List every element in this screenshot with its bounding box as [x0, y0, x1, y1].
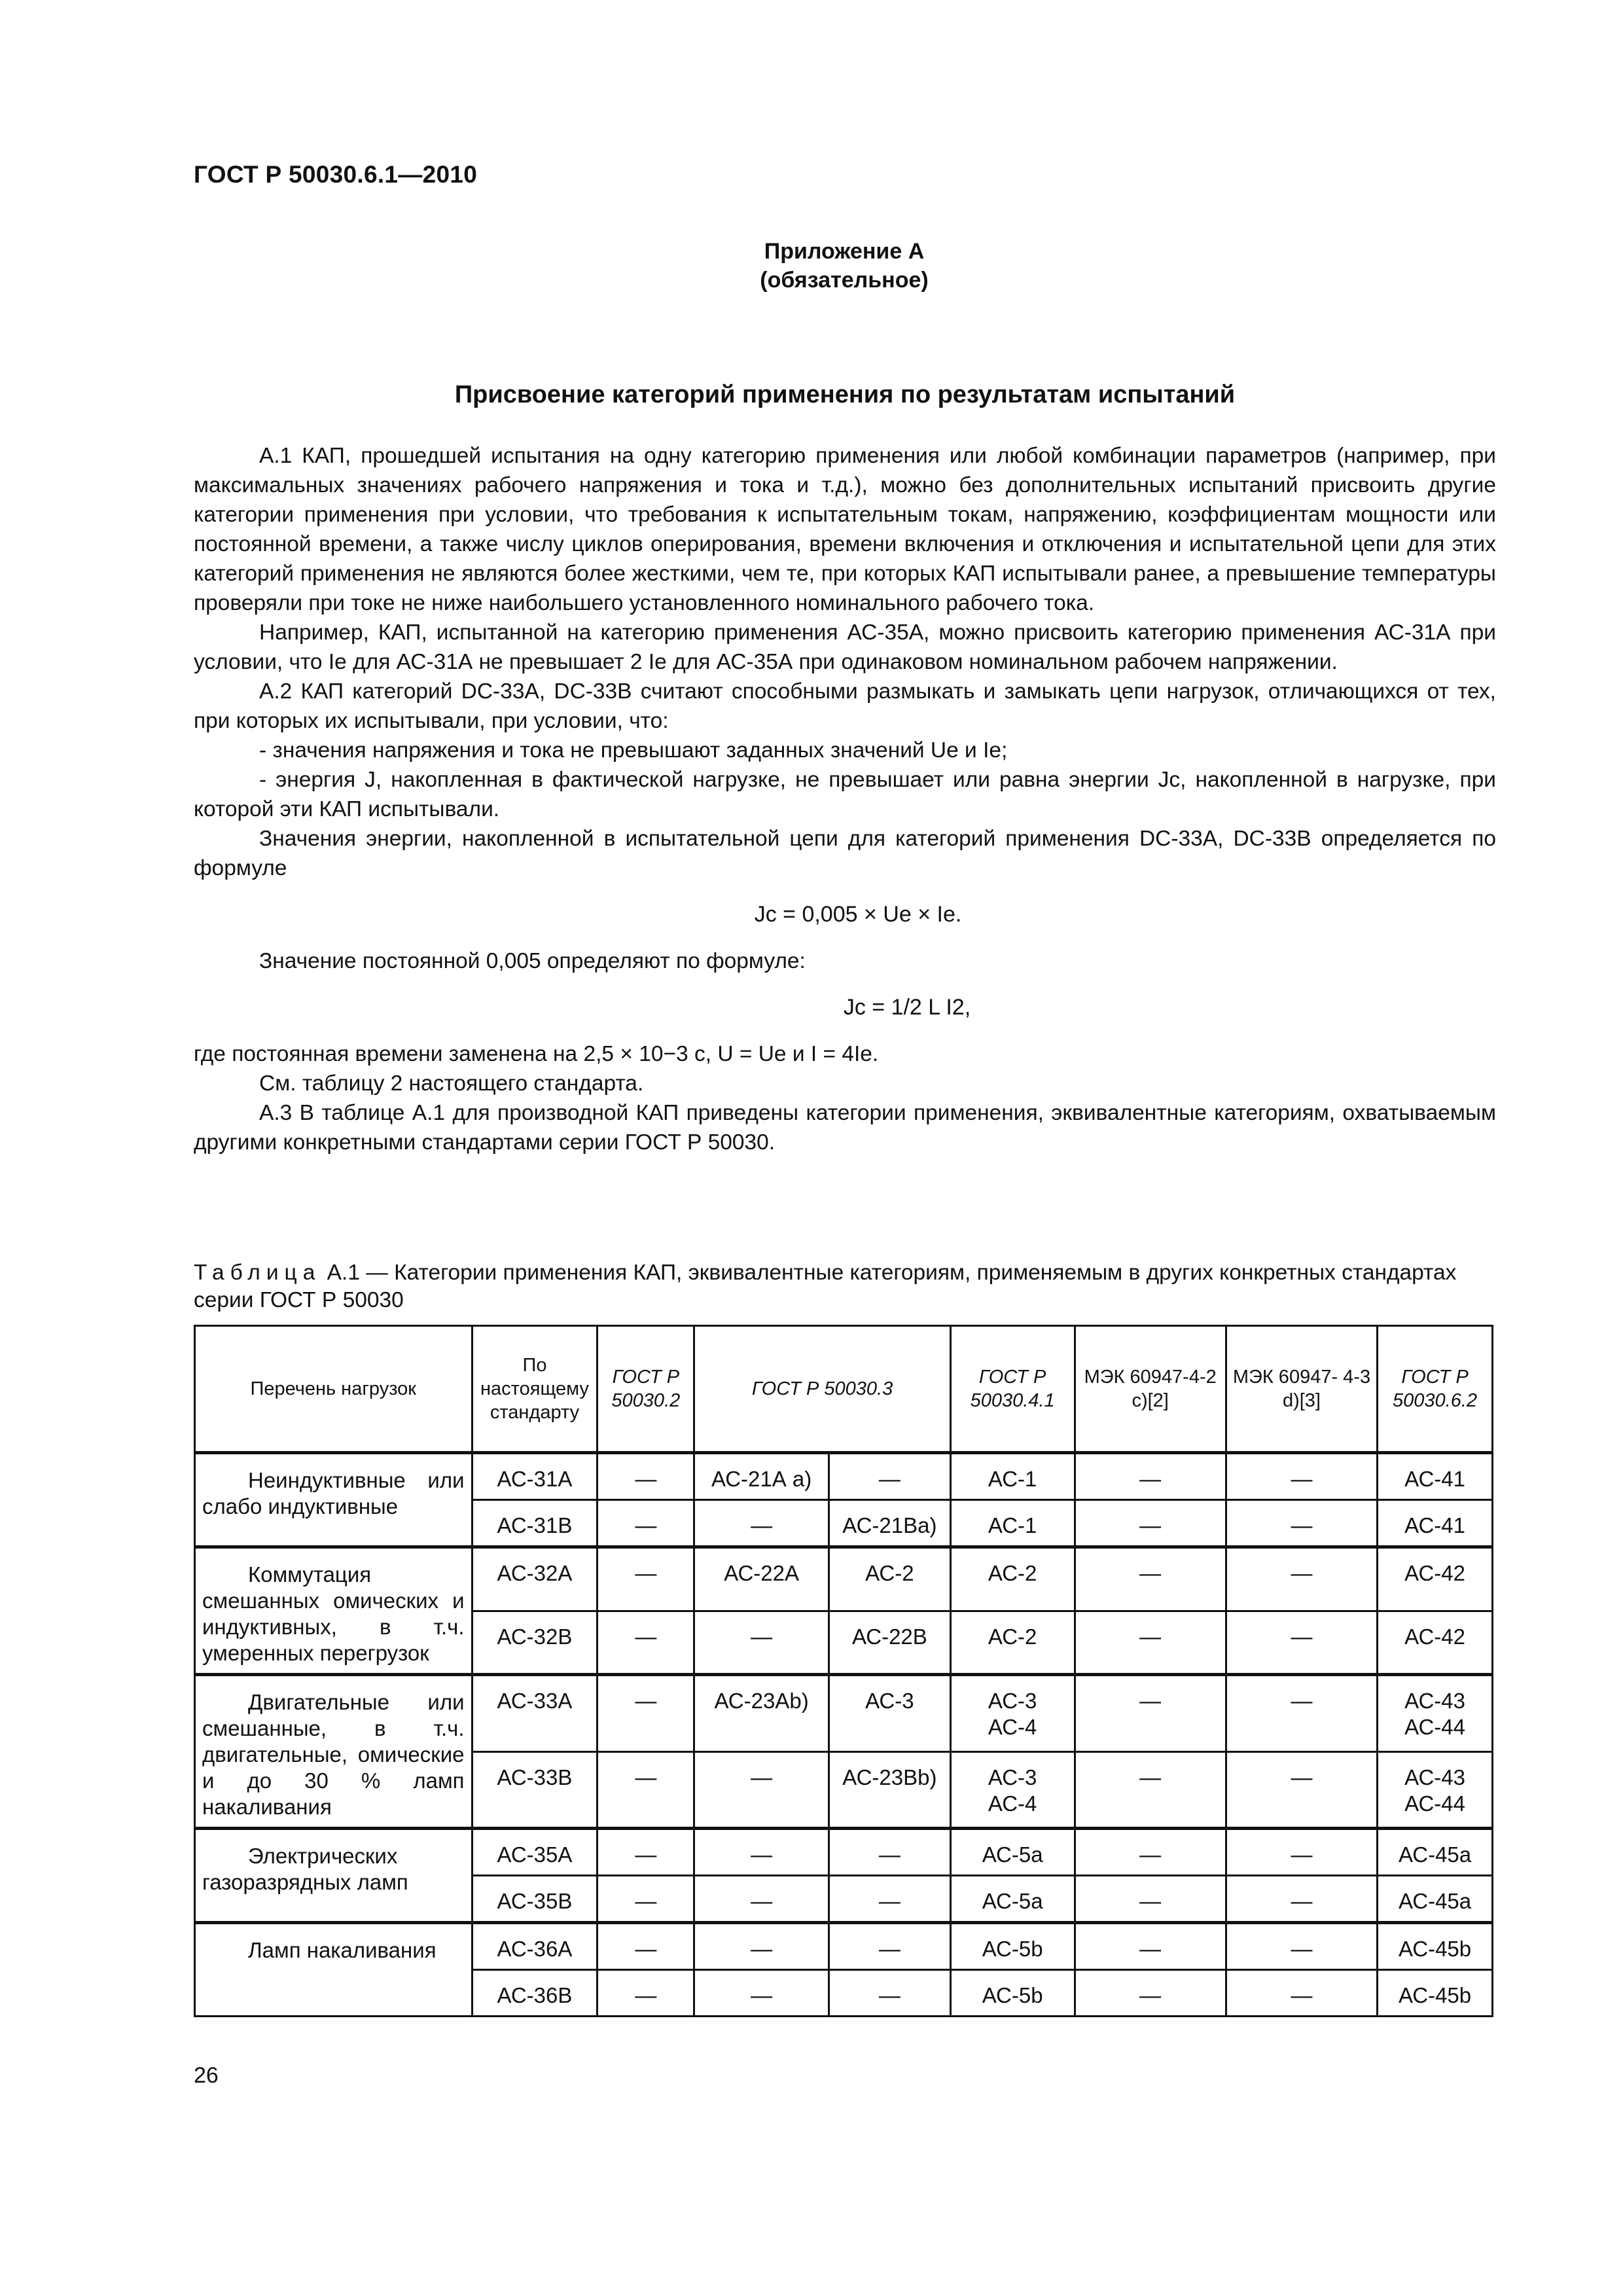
category-cell: — — [1226, 1829, 1377, 1876]
header-gost-50030-2: ГОСТ Р 50030.2 — [597, 1326, 694, 1453]
category-cell: АС-31В — [472, 1500, 597, 1547]
category-cell: АС-2 — [950, 1547, 1075, 1611]
category-cell: — — [1226, 1611, 1377, 1675]
paragraph-a3: А.3 В таблице А.1 для производной КАП приведены категории применения, эквивалентные категориям, охватываемым другими конкретными стандартами серии ГОСТ Р 50030. — [194, 1101, 1496, 1155]
category-cell: — — [597, 1547, 694, 1611]
category-cell: — — [694, 1923, 829, 1970]
load-type-cell: Двигательные или смешанные, в т.ч. двигательные, омические и до 30 % ламп накаливания — [195, 1675, 473, 1829]
category-cell: — — [1075, 1675, 1226, 1752]
category-cell: — — [1226, 1970, 1377, 2017]
table-caption-label: Таблица — [194, 1261, 321, 1285]
category-cell: — — [597, 1970, 694, 2017]
header-this-standard: По настоящему стандарту — [472, 1326, 597, 1453]
category-cell: АС-32А — [472, 1547, 597, 1611]
category-cell: АС-2 — [950, 1611, 1075, 1675]
formula-constant-text: Jс = 1/2 L I2, — [843, 995, 971, 1020]
paragraph-a2: А.2 КАП категорий DC-33A, DC-33B считают способными размыкать и замыкать цепи нагрузок, отличающихся от тех, при которых их испытывали, при условии, что: — [194, 679, 1496, 733]
section-title: Присвоение категорий применения по результатам испытаний — [454, 381, 1236, 408]
category-cell: — — [1075, 1547, 1226, 1611]
load-type-cell: Электрических газоразрядных ламп — [195, 1829, 473, 1923]
category-cell: — — [1075, 1829, 1226, 1876]
category-cell: АС-35В — [472, 1876, 597, 1923]
category-cell: АС-41 — [1378, 1500, 1493, 1547]
category-cell: АС-5а — [950, 1876, 1075, 1923]
category-cell: — — [597, 1611, 694, 1675]
category-cell: АС-22А — [694, 1547, 829, 1611]
table-row — [195, 1453, 1493, 1500]
category-cell: АС-33В — [472, 1751, 597, 1829]
category-cell: АС-5а — [950, 1829, 1075, 1876]
body-text — [194, 441, 1496, 1157]
formula-energy-text: Jс = 0,005 × Uе × Iе. — [754, 902, 962, 927]
category-cell: АС-3 АС-4 — [950, 1675, 1075, 1752]
page-number: 26 — [194, 2063, 219, 2088]
load-type-cell: Коммутация смешанных омических и индуктивных, в т.ч. умеренных перегрузок — [195, 1547, 473, 1675]
category-cell: АС-32В — [472, 1611, 597, 1675]
category-cell: — — [1075, 1500, 1226, 1547]
category-cell: — — [597, 1923, 694, 1970]
paragraph-energy-formula-intro: Значения энергии, накопленной в испытательной цепи для категорий применения DC-33A, DC-33B определяется по формуле — [194, 827, 1496, 880]
category-cell: — — [694, 1751, 829, 1829]
category-cell: АС-43 АС-44 — [1378, 1675, 1493, 1752]
list-item-voltage: - значения напряжения и тока не превышают заданных значений Uе и Iе; — [259, 738, 1008, 762]
category-cell: АС-21А а) — [694, 1453, 829, 1500]
category-cell: АС-3 АС-4 — [950, 1751, 1075, 1829]
category-cell: АС-1 — [950, 1453, 1075, 1500]
header-iec-60947-4-3: МЭК 60947- 4-3 d)[3] — [1226, 1326, 1377, 1453]
header-gost-50030-6-2: ГОСТ Р 50030.6.2 — [1378, 1326, 1493, 1453]
category-cell: АС-35А — [472, 1829, 597, 1876]
formula-constant — [194, 993, 1496, 1022]
category-cell: — — [1226, 1876, 1377, 1923]
category-cell: АС-23Вb) — [829, 1751, 950, 1829]
category-cell: — — [829, 1453, 950, 1500]
paragraph-time-constant: где постоянная времени заменена на 2,5 × 10−3 с, U = Uе и I = 4Iе. — [194, 1042, 879, 1066]
category-cell: АС-1 — [950, 1500, 1075, 1547]
category-cell: — — [1075, 1876, 1226, 1923]
annex-heading: Приложение А (обязательное) — [760, 239, 929, 293]
category-cell: АС-42 — [1378, 1547, 1493, 1611]
category-cell: — — [829, 1970, 950, 2017]
table-caption — [194, 1259, 1496, 1314]
category-cell: — — [597, 1675, 694, 1752]
document-id: ГОСТ Р 50030.6.1—2010 — [194, 161, 478, 188]
paragraph-a1: А.1 КАП, прошедшей испытания на одну категорию применения или любой комбинации параметров (например, при максимальных значениях рабочего напряжения и тока и т.д.), можно без дополнительных испытаний присвоить другие категории применения при условии, что требования к испытательным токам, напряжению, коэффициентам мощности или постоянной времени, а также числу циклов оперирования, времени включения и отключения и испытательной цепи для этих категорий применения не являются более жесткими, чем те, при которых КАП испытывали ранее, а превышение температуры проверяли при токе не ниже наибольшего установленного номинального рабочего тока. — [194, 444, 1496, 615]
category-cell: — — [694, 1611, 829, 1675]
category-cell: — — [1226, 1751, 1377, 1829]
category-cell: — — [694, 1829, 829, 1876]
header-load: Перечень нагрузок — [195, 1326, 473, 1453]
category-cell: АС-36В — [472, 1970, 597, 2017]
category-cell: — — [1226, 1675, 1377, 1752]
category-cell: АС-42 — [1378, 1611, 1493, 1675]
category-cell: АС-21Ва) — [829, 1500, 950, 1547]
category-cell: — — [829, 1923, 950, 1970]
category-cell: АС-41 — [1378, 1453, 1493, 1500]
category-cell: — — [1226, 1547, 1377, 1611]
load-type-cell: Ламп накаливания — [195, 1923, 473, 2017]
category-cell: АС-5b — [950, 1923, 1075, 1970]
table-row — [195, 1675, 1493, 1752]
header-gost-50030-3: ГОСТ Р 50030.3 — [694, 1326, 951, 1453]
category-cell: — — [597, 1876, 694, 1923]
table-row — [195, 1923, 1493, 1970]
category-cell: АС-2 — [829, 1547, 950, 1611]
load-type-cell: Неиндуктивные или слабо индуктивные — [195, 1453, 473, 1547]
category-cell: АС-43 АС-44 — [1378, 1751, 1493, 1829]
category-cell: — — [694, 1500, 829, 1547]
category-cell: АС-45b — [1378, 1923, 1493, 1970]
table-caption-text: А.1 — Категории применения КАП, эквивалентные категориям, применяемым в других конкретных стандартах серии ГОСТ Р 50030 — [194, 1261, 1457, 1312]
category-cell: АС-31А — [472, 1453, 597, 1500]
paragraph-see-table: См. таблицу 2 настоящего стандарта. — [259, 1071, 644, 1096]
category-cell: АС-33А — [472, 1675, 597, 1752]
category-cell: АС-36А — [472, 1923, 597, 1970]
categories-table — [194, 1325, 1493, 2017]
table-row — [195, 1829, 1493, 1876]
table-header-row — [195, 1326, 1493, 1453]
paragraph-example: Например, КАП, испытанной на категорию применения АС-35А, можно присвоить категорию применения АС-31А при условии, что Iе для АС-31А не превышает 2 Iе для АС-35А при одинаковом номинальном рабочем напряжении. — [194, 620, 1496, 674]
category-cell: — — [597, 1453, 694, 1500]
category-cell: — — [1075, 1453, 1226, 1500]
category-cell: — — [597, 1751, 694, 1829]
category-cell: — — [829, 1876, 950, 1923]
category-cell: — — [1226, 1500, 1377, 1547]
table-row — [195, 1547, 1493, 1611]
category-cell: АС-45b — [1378, 1970, 1493, 2017]
category-cell: АС-45а — [1378, 1876, 1493, 1923]
paragraph-constant: Значение постоянной 0,005 определяют по формуле: — [259, 949, 806, 973]
category-cell: АС-5b — [950, 1970, 1075, 2017]
category-cell: — — [597, 1829, 694, 1876]
formula-energy — [194, 900, 1496, 929]
category-cell: — — [1075, 1923, 1226, 1970]
header-gost-50030-4-1: ГОСТ Р 50030.4.1 — [950, 1326, 1075, 1453]
category-cell: — — [597, 1500, 694, 1547]
category-cell: — — [694, 1970, 829, 2017]
header-iec-60947-4-2: МЭК 60947-4-2 с)[2] — [1075, 1326, 1226, 1453]
category-cell: — — [1075, 1970, 1226, 2017]
list-item-energy: - энергия J, накопленная в фактической нагрузке, не превышает или равна энергии Jс, накопленной в нагрузке, при которой эти КАП испытывали. — [194, 768, 1496, 821]
category-cell: — — [1226, 1923, 1377, 1970]
category-cell: АС-3 — [829, 1675, 950, 1752]
category-cell: — — [1226, 1453, 1377, 1500]
category-cell: — — [1075, 1751, 1226, 1829]
table-body — [195, 1453, 1493, 2017]
category-cell: — — [694, 1876, 829, 1923]
category-cell: — — [1075, 1611, 1226, 1675]
category-cell: АС-45а — [1378, 1829, 1493, 1876]
category-cell: АС-23Аb) — [694, 1675, 829, 1752]
category-cell: АС-22В — [829, 1611, 950, 1675]
category-cell: — — [829, 1829, 950, 1876]
